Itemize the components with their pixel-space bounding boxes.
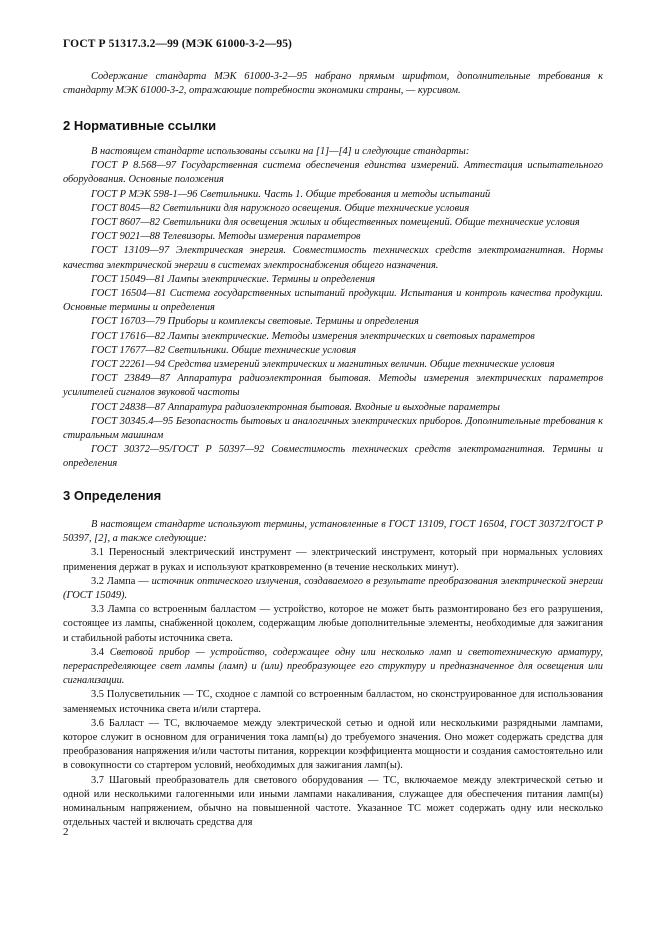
reference-item: ГОСТ 22261—94 Средства измерений электрических и магнитных величин. Общие технические условия xyxy=(91,359,555,371)
reference-item: ГОСТ 17616—82 Лампы электрические. Методы измерения электрических и световых параметров xyxy=(91,330,535,342)
reference-item: ГОСТ 30345.4—95 Безопасность бытовых и аналогичных электрических приборов. Дополнительные требования к стиральным машинам xyxy=(63,415,603,442)
reference-item: ГОСТ Р 8.568—97 Государственная система обеспечения единства измерений. Аттестация испытательного оборудования. Основные положения xyxy=(63,160,603,186)
intro-block xyxy=(63,70,603,98)
reference-item: ГОСТ 8045—82 Светильники для наружного освещения. Общие технические условия xyxy=(91,202,470,214)
reference-item: ГОСТ 17677—82 Светильники. Общие технические условия xyxy=(91,344,357,356)
reference-item: ГОСТ Р МЭК 598-1—96 Светильники. Часть 1. Общие требования и методы испытаний xyxy=(91,188,491,200)
reference-item: ГОСТ 15049—81 Лампы электрические. Термины и определения xyxy=(91,273,376,285)
definition-3-2-term: 3.2 Лампа — xyxy=(91,575,152,587)
definition-3-1: 3.1 Переносный электрический инструмент — электрический инструмент, который при нормальных условиях применения держат в руках и используют кратковременно (в течение нескольких минут). xyxy=(63,547,603,573)
definition-3-5: 3.5 Полусветильник — ТС, сходное с лампой со встроенным балластом, но сконструированное для использования заменяемых источника света и/или стартера. xyxy=(63,689,603,715)
reference-item: ГОСТ 30372—95/ГОСТ Р 50397—92 Совместимость технических средств электромагнитная. Термины и определения xyxy=(63,444,603,470)
reference-item: ГОСТ 8607—82 Светильники для освещения жилых и общественных помещений. Общие технические условия xyxy=(91,217,580,229)
definition-3-4 xyxy=(63,646,603,689)
reference-item: ГОСТ 23849—87 Аппаратура радиоэлектронная бытовая. Методы измерения электрических параметров усилителей сигналов звуковой частоты xyxy=(63,373,603,399)
definition-3-6: 3.6 Балласт — ТС, включаемое между электрической сетью и одной или несколькими разрядными лампами, которое служит в основном для ограничения тока ламп(ы) до требуемого значения. Оно может содержать средства для преобразования напряжения и/или частоты питания, коррекции коэффициента мощности и создания самостоятельно или в совокупности со стартером условий, необходимых для зажигания ламп(ы). xyxy=(63,717,603,772)
reference-item: ГОСТ 24838—87 Аппаратура радиоэлектронная бытовая. Входные и выходные параметры xyxy=(91,401,500,413)
section-2-heading: 2 Нормативные ссылки xyxy=(63,118,217,133)
definition-3-7: 3.7 Шаговый преобразователь для светового оборудования — ТС, включаемое между электрической сетью и одной или несколькими галогенными или иными лампами накаливания, служащее для обеспечения питания ламп(ы) номинальным напряжением, обычно на повышенной частоте. Указанное ТС может содержать одну или несколько отдельных частей и включать средства для xyxy=(63,774,603,829)
definition-3-2 xyxy=(63,575,603,603)
section-3-heading: 3 Определения xyxy=(63,488,162,503)
normative-references xyxy=(63,145,603,472)
definition-3-3: 3.3 Лампа со встроенным балластом — устройство, которое не может быть размонтировано без его разрушения, состоящее из лампы, снабженной цоколем, содержащим любые дополнительные элементы, необходимые для зажигания и стабильной работы источника света. xyxy=(63,604,603,644)
reference-item: ГОСТ 13109—97 Электрическая энергия. Совместимость технических средств электромагнитная. Нормы качества электрической энергии в системах электроснабжения общего назначения. xyxy=(63,245,603,271)
references-lead: В настоящем стандарте использованы ссылки на [1]—[4] и следующие стандарты: xyxy=(91,146,470,157)
definitions xyxy=(63,518,603,830)
definition-3-2-text: источник оптического излучения, создаваемого в результате преобразования электрической энергии (ГОСТ 15049). xyxy=(63,575,603,602)
page-number: 2 xyxy=(63,826,69,838)
definition-3-4-text: Световой прибор — устройство, содержащее одну или несколько ламп и светотехническую арматуру, перераспределяющее свет лампы (ламп) и (или) преобразующее его структуру и предназначенное для освещения или сигнализации. xyxy=(63,646,603,687)
reference-item: ГОСТ 9021—88 Телевизоры. Методы измерения параметров xyxy=(91,231,361,243)
definitions-lead: В настоящем стандарте используют термины, установленные в ГОСТ 13109, ГОСТ 16504, ГОСТ 30372/ГОСТ Р 50397, [2], а также следующие: xyxy=(63,519,603,545)
running-header: ГОСТ Р 51317.3.2—99 (МЭК 61000-3-2—95) xyxy=(63,38,292,50)
definition-3-4-number: 3.4 xyxy=(91,646,110,658)
reference-item: ГОСТ 16504—81 Система государственных испытаний продукции. Испытания и контроль качества продукции. Основные термины и определения xyxy=(63,288,603,314)
intro-paragraph: Содержание стандарта МЭК 61000-3-2—95 набрано прямым шрифтом, дополнительные требования к стандарту МЭК 61000-3-2, отражающие потребности экономики страны, — курсивом. xyxy=(63,71,603,97)
reference-item: ГОСТ 16703—79 Приборы и комплексы световые. Термины и определения xyxy=(91,316,419,328)
